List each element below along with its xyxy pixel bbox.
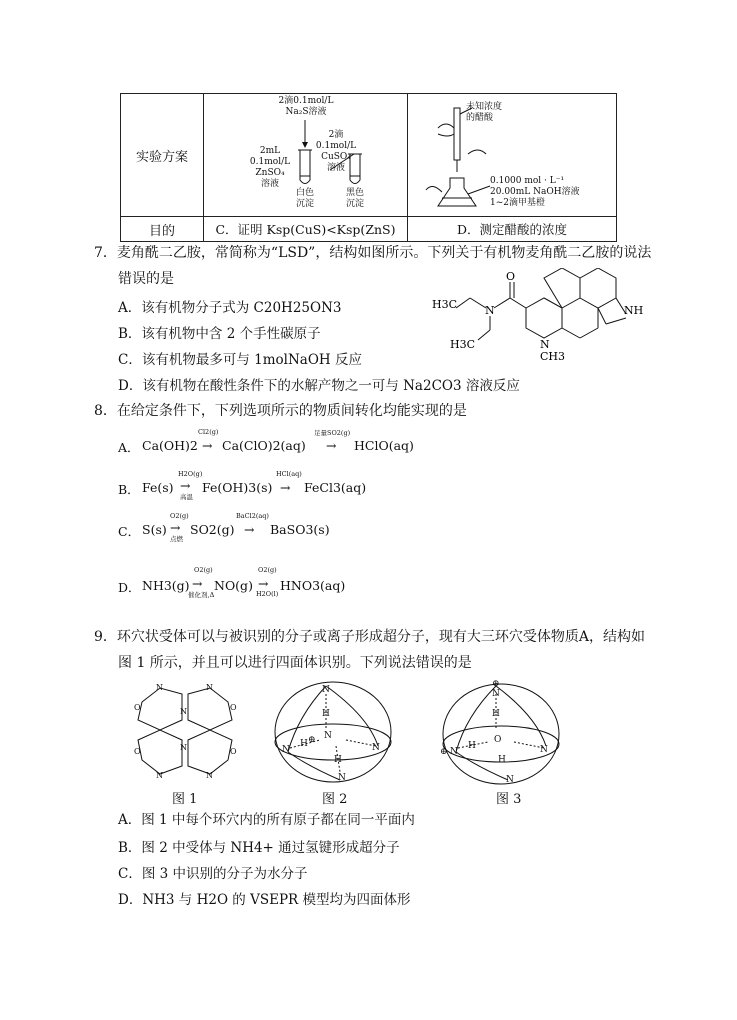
table-header-scheme: 实验方案 <box>121 94 204 217</box>
c-left-label: 2mL 0.1mol/L ZnSO₄ 溶液 <box>249 146 291 189</box>
q9-option-d: D．NH3 与 H2O 的 VSEPR 模型均为四面体形 <box>118 892 411 908</box>
q7-stem-line1: 7．麦角酰二乙胺，常简称为“LSD”，结构如图所示。下列关于有机物麦角酰二乙胺的说法 <box>94 245 652 261</box>
q8-option-d: D． NH3(g) O2(g) → 催化剂,Δ NO(g) O2(g) → H2O(l) HNO3(aq) <box>118 566 346 599</box>
purpose-c: C．证明 Ksp(CuS)<Ksp(ZnS) <box>204 217 408 242</box>
experiment-table <box>120 93 617 242</box>
svg-text:N: N <box>156 683 163 692</box>
q9-option-c: C．图 3 中识别的分子为水分子 <box>118 866 308 882</box>
svg-text:H: H <box>498 755 506 765</box>
h3c-bottom: H3C <box>450 338 476 351</box>
purpose-d: D．测定醋酸的浓度 <box>408 217 617 242</box>
q8-option-b: B． Fe(s) H2O(g) → 高温 Fe(OH)3(s) HCl(aq) → FeCl3(aq) <box>118 470 367 501</box>
figure-2-ammonium-complex <box>268 676 398 788</box>
svg-text:N: N <box>450 747 458 757</box>
svg-text:N: N <box>206 683 213 692</box>
table-header-purpose: 目的 <box>121 217 204 242</box>
q7-option-a: A．该有机物分子式为 C20H25ON3 <box>118 300 342 316</box>
svg-text:N: N <box>180 707 187 716</box>
svg-text:N: N <box>322 685 330 695</box>
cell-c-diagram <box>204 94 408 217</box>
q9-option-b: B．图 2 中受体与 NH4+ 通过氢键形成超分子 <box>118 840 400 856</box>
svg-text:N: N <box>282 745 290 755</box>
svg-text:N: N <box>180 743 187 752</box>
c-top-label: 2滴0.1mol/L Na₂S溶液 <box>278 96 334 117</box>
svg-text:H: H <box>322 709 330 719</box>
svg-text:⊕: ⊕ <box>308 735 316 745</box>
c-right-label: 2滴 0.1mol/L CuSO₄ 溶液 <box>315 130 357 173</box>
q7-option-b: B．该有机物中含 2 个手性碳原子 <box>118 326 321 342</box>
q8-option-c: C． S(s) O2(g) → 点燃 SO2(g) BaCl2(aq) → BaSO3(s) <box>118 512 330 543</box>
figure-3-caption: 图 3 <box>496 792 522 807</box>
svg-text:H: H <box>334 755 342 765</box>
svg-text:N: N <box>540 745 548 755</box>
nh-atom: NH <box>624 304 644 317</box>
svg-text:⊕: ⊕ <box>492 679 500 689</box>
svg-text:H: H <box>492 709 500 719</box>
q9-stem-line1: 9．环穴状受体可以与被识别的分子或离子形成超分子，现有大三环穴受体物质A，结构如 <box>94 629 646 645</box>
d-burette-label: 未知浓度 的醋酸 <box>466 102 503 123</box>
ch3-group: CH3 <box>540 350 566 360</box>
q9-stem-line2: 图 1 所示，并且可以进行四面体识别。下列说法错误的是 <box>118 655 472 671</box>
svg-text:H: H <box>300 739 308 749</box>
svg-text:N: N <box>338 773 346 783</box>
figure-1-cryptand <box>120 680 250 780</box>
q7-option-d: D．该有机物在酸性条件下的水解产物之一可与 Na2CO3 溶液反应 <box>118 378 520 394</box>
svg-text:O: O <box>230 703 237 712</box>
n-amide-atom: N <box>485 304 495 317</box>
svg-text:O: O <box>134 703 141 712</box>
svg-text:N: N <box>506 775 514 785</box>
svg-text:N: N <box>156 771 163 780</box>
svg-text:O: O <box>230 747 237 756</box>
d-flask-label: 0.1000 mol · L⁻¹ 20.00mL NaOH溶液 1~2滴甲基橙 <box>490 176 580 208</box>
lsd-structure <box>430 268 660 360</box>
q7-option-c: C．该有机物最多可与 1molNaOH 反应 <box>118 352 362 368</box>
o-atom: O <box>506 270 516 283</box>
svg-text:N: N <box>324 731 332 741</box>
c-tube2-label: 黑色 沉淀 <box>345 188 364 209</box>
n-ring-atom: N <box>540 338 550 351</box>
svg-text:N: N <box>372 743 380 753</box>
svg-text:N: N <box>206 771 213 780</box>
svg-text:⊕: ⊕ <box>440 747 448 757</box>
c-tube1-label: 白色 沉淀 <box>295 188 314 209</box>
q9-option-a: A．图 1 中每个环穴内的所有原子都在同一平面内 <box>118 812 415 828</box>
svg-text:O: O <box>494 735 502 745</box>
figure-1-caption: 图 1 <box>172 792 198 807</box>
cell-d-diagram <box>408 94 617 217</box>
svg-text:O: O <box>134 747 141 756</box>
svg-text:N: N <box>492 689 500 699</box>
h3c-top: H3C <box>432 298 458 311</box>
svg-text:H: H <box>468 741 476 751</box>
q8-option-a: A． Ca(OH)2 Cl2(g) → Ca(ClO)2(aq) 足量SO2(g) → HClO(aq) <box>118 428 414 455</box>
figure-2-caption: 图 2 <box>322 792 348 807</box>
q8-stem: 8．在给定条件下，下列选项所示的物质间转化均能实现的是 <box>94 403 467 419</box>
q7-stem-line2: 错误的是 <box>118 271 174 287</box>
figure-3-water-complex <box>436 676 566 788</box>
